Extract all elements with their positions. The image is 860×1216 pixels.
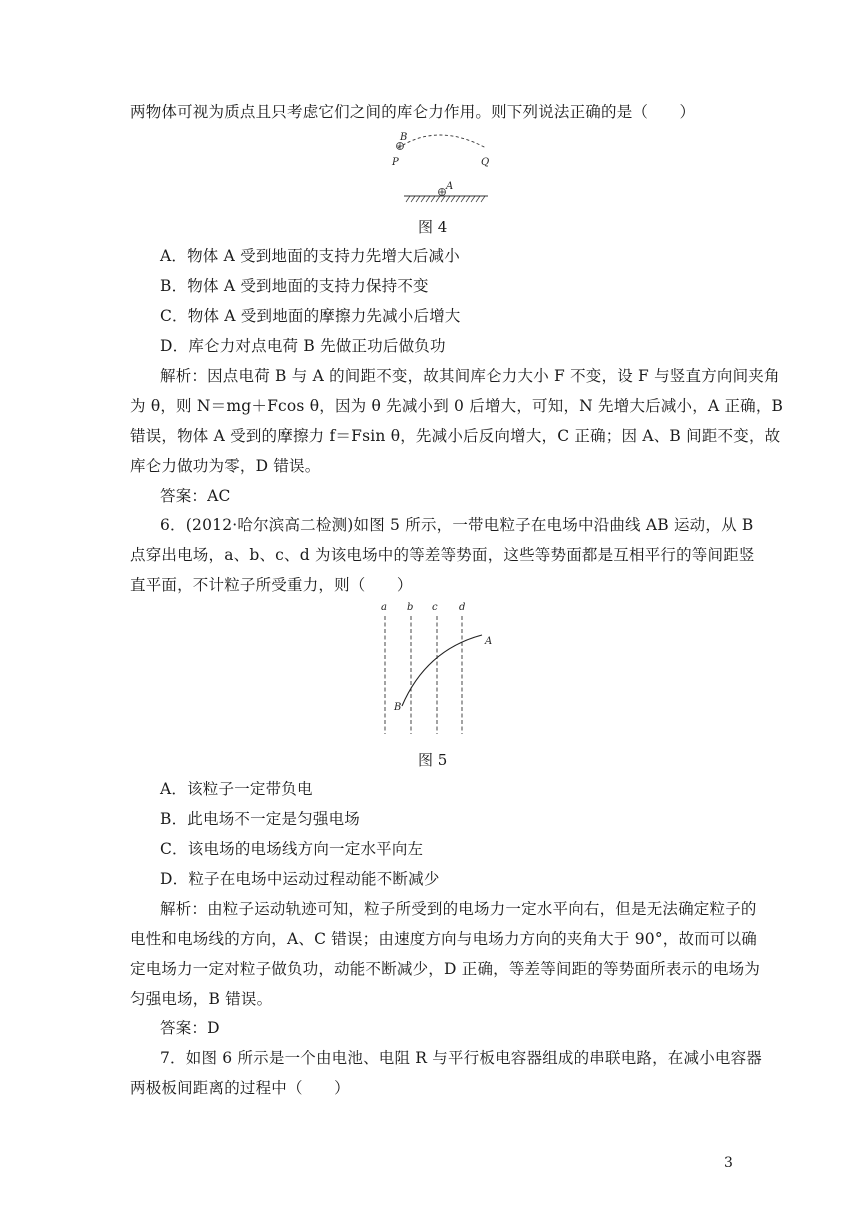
label-B: B — [394, 702, 402, 713]
label-A: A — [485, 636, 493, 647]
option-c: C．物体 A 受到地面的摩擦力先减小后增大 — [160, 307, 461, 325]
option-b: B．此电场不一定是匀强电场 — [160, 810, 360, 828]
option-d: D．粒子在电场中运动过程动能不断减少 — [160, 870, 440, 888]
figure-5-caption: 图 5 — [418, 751, 448, 769]
question-line: 点穿出电场，a、b、c、d 为该电场中的等差等势面，这些等势面都是互相平行的等间距竖 — [130, 546, 755, 564]
analysis-line: 匀强电场，B 错误。 — [130, 990, 273, 1008]
figure-4 — [390, 128, 500, 210]
figure-5 — [381, 600, 500, 740]
analysis-line: 解析：因点电荷 B 与 A 的间距不变，故其间库仑力大小 F 不变，设 F 与竖直方向间夹角 — [160, 367, 780, 385]
label-Q: Q — [481, 157, 490, 168]
text-line: 两物体可视为质点且只考虑它们之间的库仑力作用。则下列说法正确的是（ ） — [130, 103, 696, 121]
option-a: A．物体 A 受到地面的支持力先增大后减小 — [160, 247, 460, 265]
option-d: D．库仑力对点电荷 B 先做正功后做负功 — [160, 337, 446, 355]
label-P: P — [392, 157, 399, 168]
label-c: c — [432, 602, 438, 613]
label-d: d — [459, 602, 466, 613]
page-number: 3 — [724, 1155, 733, 1171]
question-line: 直平面，不计粒子所受重力，则（ ） — [130, 576, 413, 594]
analysis-line: 定电场力一定对粒子做负功，动能不断减少，D 正确，等差等间距的等势面所表示的电场为 — [130, 960, 761, 978]
label-a: a — [381, 602, 387, 613]
analysis-line: 解析：由粒子运动轨迹可知，粒子所受到的电场力一定水平向右，但是无法确定粒子的 — [160, 900, 757, 918]
analysis-line: 库仑力做功为零，D 错误。 — [130, 457, 321, 475]
answer-line: 答案：D — [160, 1019, 220, 1037]
label-B: B — [400, 132, 408, 143]
analysis-line: 错误，物体 A 受到的摩擦力 f＝Fsin θ，先减小后反向增大，C 正确；因 A、B 间距不变，故 — [130, 427, 781, 445]
figure-4-caption: 图 4 — [418, 218, 448, 236]
question-line: 两极板间距离的过程中（ ） — [130, 1079, 350, 1097]
option-a: A．该粒子一定带负电 — [160, 780, 313, 798]
label-b: b — [407, 602, 414, 613]
question-line: 6．(2012·哈尔滨高二检测)如图 5 所示，一带电粒子在电场中沿曲线 AB 运动，从 B — [160, 516, 754, 534]
label-A: A — [446, 181, 454, 192]
answer-line: 答案：AC — [160, 487, 231, 505]
option-c: C．该电场的电场线方向一定水平向左 — [160, 840, 424, 858]
option-b: B．物体 A 受到地面的支持力保持不变 — [160, 277, 429, 295]
analysis-line: 为 θ，则 N＝mg＋Fcos θ，因为 θ 先减小到 0 后增大，可知，N 先增大后减小，A 正确，B — [130, 397, 784, 415]
analysis-line: 电性和电场线的方向，A、C 错误；由速度方向与电场力方向的夹角大于 90°，故而可以确 — [130, 930, 757, 948]
question-line: 7．如图 6 所示是一个由电池、电阻 R 与平行板电容器组成的串联电路，在减小电容器 — [160, 1049, 763, 1067]
